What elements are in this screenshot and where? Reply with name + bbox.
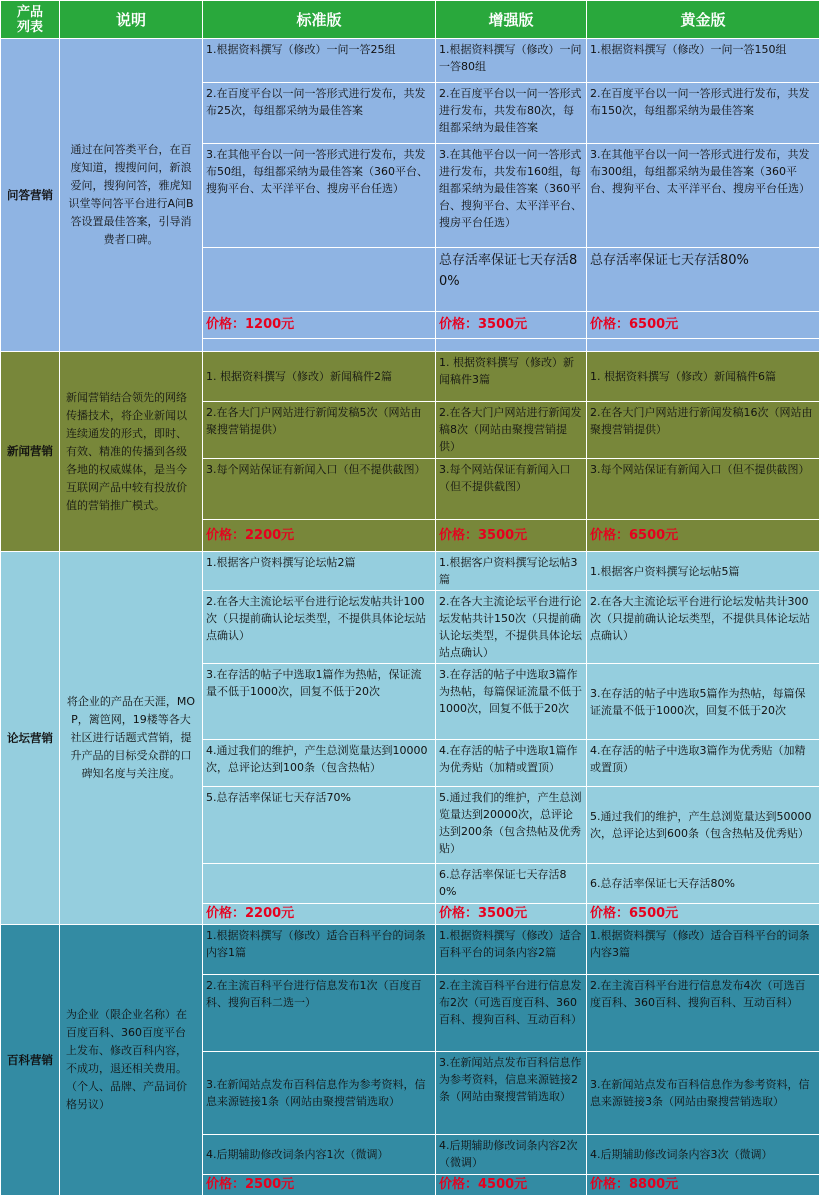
category-qa: 问答营销 xyxy=(1,39,60,352)
cell-enhanced: 3.在新闻站点发布百科信息作为参考资料，信息来源链接2条（网站由聚搜营销选取） xyxy=(436,1052,587,1135)
cell-standard: 3.在存活的帖子中选取1篇作为热帖，保证流量不低于1000次，回复不低于20次 xyxy=(203,664,436,740)
cell-standard: 3.在新闻站点发布百科信息作为参考资料，信息来源链接1条（网站由聚搜营销选取） xyxy=(203,1052,436,1135)
cell-enhanced: 3.每个网站保证有新闻入口（但不提供截图） xyxy=(436,459,587,520)
spacer-cell xyxy=(436,339,587,352)
cell-enhanced: 1. 根据资料撰写（修改）新闻稿件3篇 xyxy=(436,352,587,402)
cell-gold: 1.根据资料撰写（修改）一问一答150组 xyxy=(587,39,819,83)
cell-gold: 总存活率保证七天存活80% xyxy=(587,248,819,312)
cell-standard: 2.在各大门户网站进行新闻发稿5次（网站由聚搜营销提供） xyxy=(203,402,436,459)
header-row xyxy=(1,1,819,39)
cell-gold: 3.在存活的帖子中选取5篇作为热帖，每篇保证流量不低于1000次，回复不低于20次 xyxy=(587,664,819,740)
cell-standard: 3.在其他平台以一问一答形式进行发布，共发布50组，每组都采纳为最佳答案（360平台、搜狗平台、太平洋平台、搜房平台任选） xyxy=(203,144,436,248)
cell-enhanced: 1.根据资料撰写（修改）一问一答80组 xyxy=(436,39,587,83)
price-standard: 价格：2200元 xyxy=(203,520,436,552)
cell-gold: 1. 根据资料撰写（修改）新闻稿件6篇 xyxy=(587,352,819,402)
cell-gold: 5.通过我们的维护，产生总浏览量达到50000次，总评论达到600条（包含热帖及优秀贴） xyxy=(587,787,819,864)
section-bbs xyxy=(1,552,819,925)
category-baike: 百科营销 xyxy=(1,925,60,1196)
cell-gold: 2.在各大主流论坛平台进行论坛发帖共计300次（只提前确认论坛类型，不提供具体论坛站点确认） xyxy=(587,591,819,664)
table-row xyxy=(1,925,819,975)
cell-gold: 3.在其他平台以一问一答形式进行发布，共发布300组，每组都采纳为最佳答案（360平台、搜狗平台、太平洋平台、搜房平台任选） xyxy=(587,144,819,248)
section-news xyxy=(1,352,819,552)
section-qa xyxy=(1,39,819,352)
description-bbs: 将企业的产品在天涯，MOP，篱笆网，19楼等各大社区进行话题式营销，提升产品的目标受众群的口碑知名度与关注度。 xyxy=(60,552,203,925)
cell-gold: 1.根据资料撰写（修改）适合百科平台的词条内容3篇 xyxy=(587,925,819,975)
cell-gold: 6.总存活率保证七天存活80% xyxy=(587,864,819,904)
cell-standard: 2.在百度平台以一问一答形式进行发布，共发布25次，每组都采纳为最佳答案 xyxy=(203,83,436,144)
price-enhanced: 价格：3500元 xyxy=(436,904,587,925)
cell-enhanced: 4.在存活的帖子中选取1篇作为优秀贴（加精或置顶） xyxy=(436,740,587,787)
cell-enhanced: 2.在各大主流论坛平台进行论坛发帖共计150次（只提前确认论坛类型，不提供具体论坛站点确认） xyxy=(436,591,587,664)
cell-gold: 2.在主流百科平台进行信息发布4次（可选百度百科、360百科、搜狗百科、互动百科） xyxy=(587,975,819,1052)
cell-standard: 5.总存活率保证七天存活70% xyxy=(203,787,436,864)
spacer-cell xyxy=(203,339,436,352)
cell-enhanced: 2.在各大门户网站进行新闻发稿8次（网站由聚搜营销提供） xyxy=(436,402,587,459)
spacer-cell xyxy=(587,339,819,352)
price-standard: 价格：2500元 xyxy=(203,1175,436,1196)
price-standard: 价格：2200元 xyxy=(203,904,436,925)
cell-gold: 4.后期辅助修改词条内容3次（微调） xyxy=(587,1135,819,1175)
cell-enhanced: 3.在其他平台以一问一答形式进行发布，共发布160组，每组都采纳为最佳答案（360平台、搜狗平台、太平洋平台、搜房平台任选） xyxy=(436,144,587,248)
cell-enhanced: 3.在存活的帖子中选取3篇作为热帖，每篇保证流量不低于1000次，回复不低于20次 xyxy=(436,664,587,740)
header-enhanced: 增强版 xyxy=(436,1,587,39)
cell-standard: 1. 根据资料撰写（修改）新闻稿件2篇 xyxy=(203,352,436,402)
cell-enhanced: 1.根据资料撰写（修改）适合百科平台的词条内容2篇 xyxy=(436,925,587,975)
cell-gold: 3.在新闻站点发布百科信息作为参考资料，信息来源链接3条（网站由聚搜营销选取） xyxy=(587,1052,819,1135)
category-bbs: 论坛营销 xyxy=(1,552,60,925)
cell-standard: 2.在主流百科平台进行信息发布1次（百度百科、搜狗百科二选一） xyxy=(203,975,436,1052)
price-gold: 价格：6500元 xyxy=(587,312,819,339)
header-product-list: 产品 列表 xyxy=(1,1,60,39)
table-row xyxy=(1,552,819,591)
cell-gold: 2.在百度平台以一问一答形式进行发布，共发布150次，每组都采纳为最佳答案 xyxy=(587,83,819,144)
header-description: 说明 xyxy=(60,1,203,39)
table-row xyxy=(1,352,819,402)
cell-standard: 3.每个网站保证有新闻入口（但不提供截图） xyxy=(203,459,436,520)
price-enhanced: 价格：4500元 xyxy=(436,1175,587,1196)
price-gold: 价格：8800元 xyxy=(587,1175,819,1196)
category-news: 新闻营销 xyxy=(1,352,60,552)
price-gold: 价格：6500元 xyxy=(587,520,819,552)
cell-enhanced: 4.后期辅助修改词条内容2次（微调） xyxy=(436,1135,587,1175)
description-qa: 通过在问答类平台，在百度知道，搜搜问问，新浪爱问，搜狗问答，雅虎知识堂等问答平台进行A问B答设置最佳答案，引导消费者口碑。 xyxy=(60,39,203,352)
description-baike: 为企业（限企业名称）在百度百科、360百度平台上发布、修改百科内容，不成功，退还相关费用。（个人、品牌、产品词价格另议） xyxy=(60,925,203,1196)
section-baike xyxy=(1,925,819,1196)
cell-enhanced: 5.通过我们的维护，产生总浏览量达到20000次，总评论达到200条（包含热帖及优秀贴） xyxy=(436,787,587,864)
cell-standard: 4.通过我们的维护，产生总浏览量达到10000次，总评论达到100条（包含热帖） xyxy=(203,740,436,787)
cell-enhanced: 6.总存活率保证七天存活80% xyxy=(436,864,587,904)
header-gold: 黄金版 xyxy=(587,1,819,39)
cell-enhanced: 1.根据客户资料撰写论坛帖3篇 xyxy=(436,552,587,591)
cell-standard xyxy=(203,864,436,904)
cell-standard: 1.根据资料撰写（修改）适合百科平台的词条内容1篇 xyxy=(203,925,436,975)
price-enhanced: 价格：3500元 xyxy=(436,520,587,552)
table-row xyxy=(1,39,819,83)
cell-standard xyxy=(203,248,436,312)
cell-standard: 4.后期辅助修改词条内容1次（微调） xyxy=(203,1135,436,1175)
cell-gold: 3.每个网站保证有新闻入口（但不提供截图） xyxy=(587,459,819,520)
cell-standard: 1.根据客户资料撰写论坛帖2篇 xyxy=(203,552,436,591)
cell-standard: 1.根据资料撰写（修改）一问一答25组 xyxy=(203,39,436,83)
cell-gold: 2.在各大门户网站进行新闻发稿16次（网站由聚搜营销提供） xyxy=(587,402,819,459)
cell-gold: 4.在存活的帖子中选取3篇作为优秀贴（加精或置顶） xyxy=(587,740,819,787)
cell-enhanced: 总存活率保证七天存活80% xyxy=(436,248,587,312)
price-enhanced: 价格：3500元 xyxy=(436,312,587,339)
price-gold: 价格：6500元 xyxy=(587,904,819,925)
header-standard: 标准版 xyxy=(203,1,436,39)
cell-enhanced: 2.在百度平台以一问一答形式进行发布，共发布80次，每组都采纳为最佳答案 xyxy=(436,83,587,144)
cell-standard: 2.在各大主流论坛平台进行论坛发帖共计100次（只提前确认论坛类型，不提供具体论坛站点确认） xyxy=(203,591,436,664)
cell-enhanced: 2.在主流百科平台进行信息发布2次（可选百度百科、360百科、搜狗百科、互动百科） xyxy=(436,975,587,1052)
description-news: 新闻营销结合领先的网络传播技术，将企业新闻以连续通发的形式，即时、有效、精准的传播到各级各地的权威媒体，是当今互联网产品中较有投放价值的营销推广模式。 xyxy=(60,352,203,552)
cell-gold: 1.根据客户资料撰写论坛帖5篇 xyxy=(587,552,819,591)
price-standard: 价格：1200元 xyxy=(203,312,436,339)
